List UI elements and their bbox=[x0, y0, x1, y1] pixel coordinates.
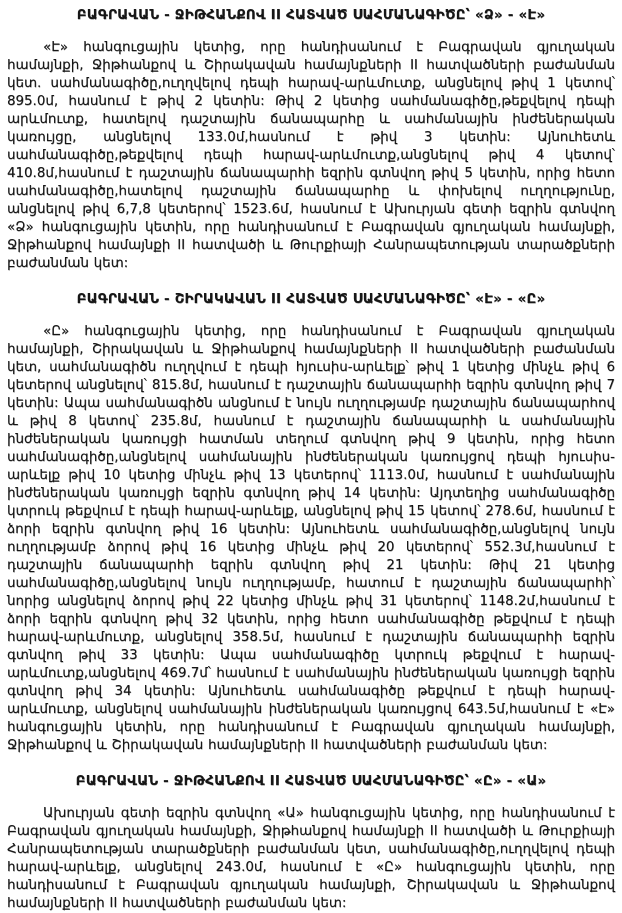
section-bagravan-jithankov-y-a bbox=[7, 772, 615, 913]
section-paragraph: «Ը» հանգուցային կետից, որը հանդիսանում է Բագրավան գյուղական համայնքի, Շիրակավան և Ջիթհանքով համայնքների II հատվածների բաժանման կետ, սահմանագիծն ուղղվում է դեպի հյուսիս-արևելք՝ թիվ 1 կետից մինչև թիվ 6 կետերով անցնելով՝ 815.8մ, հասնում է դաշտային ճանապարհի եզրին գտնվող թիվ 7 կետին: Ապա սահմանագիծն անցնում է նույն ուղղությամբ դաշտային ճանապարհով և թիվ 8 կետով՝ 235.8մ, հասնում է դաշտային ճանապարհի և սահմանային ինժեներական կառույցի հատման տեղում գտնվող թիվ 9 կետին, որից հետո սահմանագիծը,անցնելով սահմանային ինժեներական կառույցով դեպի հյուսիս-արևելք թիվ 10 կետից մինչև թիվ 13 կետերով՝ 1113.0մ, հասնում է սահմանային ինժեներական կառույցի եզրին գտնվող թիվ 14 կետին: Այդտեղից սահմանագիծը կտրուկ թեքվում է դեպի հարավ-արևելք, անցնելով թիվ 15 կետով՝ 278.6մ, հասնում է ձորի եզրին գտնվող թիվ 16 կետին: Այնուհետև սահմանագիծը,անցնելով նույն ուղղությամբ ձորով թիվ 16 կետից մինչև թիվ 20 կետերով՝ 552.3մ,հասնում է դաշտային ճանապարհի եզրին գտնվող թիվ 21 կետին: Թիվ 21 կետից սահմանագիծը,անցնելով նույն ուղղությամբ, հատում է դաշտային ճանապարհի՝ նորից անցնելով ձորով թիվ 22 կետից մինչև թիվ 31 կետերով՝ 1148.2մ,հասնում է ձորի եզրին գտնվող թիվ 32 կետին, որից հետո սահմանագիծը թեքվում է դեպի հարավ-արևմուտք, անցնելով 358.5մ, հասնում է դաշտային ճանապարհի եզրին գտնվող թիվ 33 կետին: Ապա սահմանագիծը կտրուկ թեքվում է հարավ-արևմուտք,անցնելով 469.7մ՝ հասնում է սահմանային ինժեներական կառույցի եզրին գտնվող թիվ 34 կետին: Այնուհետև սահմանագիծը թեքվում է դեպի հարավ-արևմուտք, անցնելով սահմանային ինժեներական կառույցով 643.5մ,հասնում է «Է» հանգուցային կետին, որը հանդիսանում է Բագրավան գյուղական համայնքի, Ջիթհանքով և Շիրակավան համայնքների II հատվածների բաժանման կետ: bbox=[7, 324, 615, 753]
section-bagravan-jithankov-dza-e bbox=[7, 6, 615, 273]
section-paragraph: Ախուրյան գետի եզրին գտնվող «Ա» հանգուցային կետից, որը հանդիսանում է Բագրավան գյուղական համայնքի, Ջիթհանքով համայնքի II հատվածի և Թուրքիայի Հանրապետության տարածքների բաժանման կետ, սահմանագիծը,ուղղվելով դեպի հարավ-արևելք, անցնելով 243.0մ, հասնում է «Ը» հանգուցային կետին, որը հանդիսանում է Բագրավան գյուղական համայնքի, Շիրակավան և Ջիթհանքով համայնքների II հատվածների բաժանման կետ: bbox=[7, 806, 615, 911]
section-heading: ԲԱԳՐԱՎԱՆ - ՋԻԹՀԱՆՔՈՎ II ՀԱՏՎԱԾ ՍԱՀՄԱՆԱԳԻԾԸ՝ «Ը» - «Ա» bbox=[75, 773, 547, 789]
section-heading: ԲԱԳՐԱՎԱՆ - ՋԻԹՀԱՆՔՈՎ II ՀԱՏՎԱԾ ՍԱՀՄԱՆԱԳԻԾԸ՝ «Ձ» - «Է» bbox=[76, 7, 546, 23]
section-paragraph: «Է» հանգուցային կետից, որը հանդիսանում է Բագրավան գյուղական համայնքի, Ջիթհանքով և Շիրակավան համայնքների II հատվածների բաժանման կետ. սահմանագիծը,ուղղվելով դեպի հարավ-արևմուտք, անցնելով թիվ 1 կետով՝ 895.0մ, հասնում է թիվ 2 կետին: Թիվ 2 կետից սահմանագիծը,թեքվելով դեպի արևմուտք, հատելով դաշտային ճանապարհը և սահմանային ինժեներական կառույցը, անցնելով 133.0մ,հասնում է թիվ 3 կետին: Այնուհետև սահմանագիծը,թեքվելով դեպի հարավ-արևմուտք,անցնելով թիվ 4 կետով՝ 410.8մ,հասնում է դաշտային ճանապարհի եզրին գտնվող թիվ 5 կետին, որից հետո սահմանագիծը,հատելով դաշտային ճանապարհը և փոխելով ուղղությունը, անցնելով թիվ 6,7,8 կետերով՝ 1523.6մ, հասնում է Ախուրյան գետի եզրին գտնվող «Ձ» հանգուցային կետին, որը հանդիսանում է Բագրավան գյուղական համայնքի, Ջիթհանքով համայնքի II հատվածի և Թուրքիայի Հանրապետության տարածքների բաժանման կետ: bbox=[7, 40, 615, 271]
section-bagravan-shirakavan-e-y bbox=[7, 290, 615, 755]
section-heading: ԲԱԳՐԱՎԱՆ - ՇԻՐԱԿԱՎԱՆ II ՀԱՏՎԱԾ ՍԱՀՄԱՆԱԳԻԾԸ՝ «Է» - «Ը» bbox=[76, 291, 546, 307]
